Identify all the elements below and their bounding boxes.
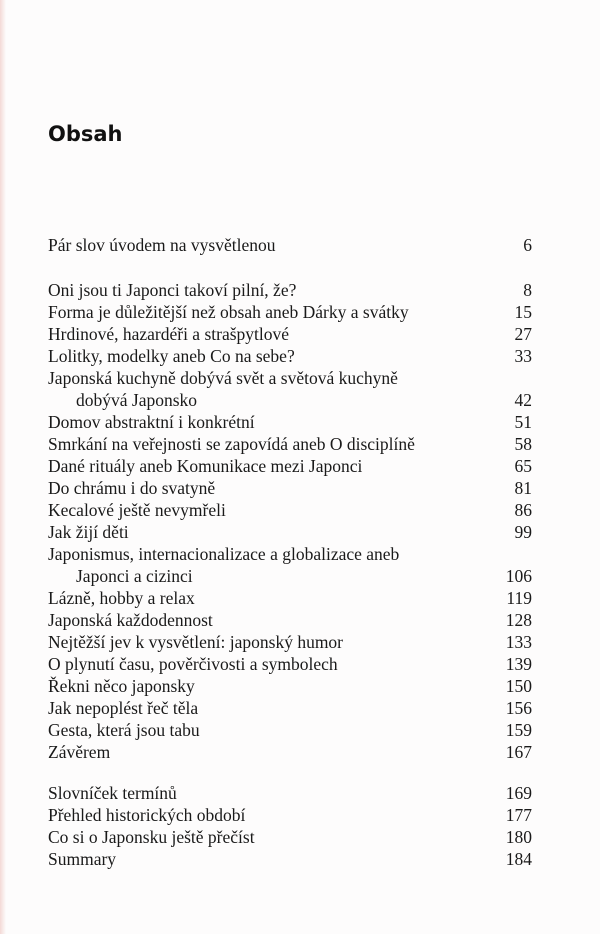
toc-entry xyxy=(48,741,532,763)
toc-entry xyxy=(48,477,532,499)
toc-entry xyxy=(48,782,532,804)
toc-entry-page: 99 xyxy=(514,522,532,542)
toc-entry xyxy=(48,499,532,521)
page-title: Obsah xyxy=(48,122,123,146)
toc-entry-title: O plynutí času, pověrčivosti a symbolech xyxy=(48,654,338,674)
toc-entry-page: 180 xyxy=(505,827,532,847)
toc-entry xyxy=(48,455,532,477)
toc-entry-title: Jak nepoplést řeč těla xyxy=(48,698,199,718)
toc-entry xyxy=(48,323,532,345)
toc-entry xyxy=(48,234,532,256)
toc-entry xyxy=(48,345,532,367)
toc-entry-title: Oni jsou ti Japonci takoví pilní, že? xyxy=(48,280,297,300)
toc-entry xyxy=(48,301,532,323)
toc-entry xyxy=(48,433,532,455)
toc-entry-title: Jak žijí děti xyxy=(48,522,129,542)
toc-entry-page: 169 xyxy=(505,783,532,803)
toc-entry-page: 58 xyxy=(514,434,532,454)
toc-entry-title: Dané rituály aneb Komunikace mezi Japonci xyxy=(48,456,363,476)
toc-entry-page: 150 xyxy=(505,676,532,696)
toc-entry-page: 106 xyxy=(505,566,532,586)
toc-entry-title-continuation: dobývá Japonsko xyxy=(76,390,198,410)
toc-entry xyxy=(48,609,532,631)
toc-entry xyxy=(48,826,532,848)
toc-entry-title: Domov abstraktní i konkrétní xyxy=(48,412,255,432)
toc-entry-title: Přehled historických období xyxy=(48,805,246,825)
toc-entry-page: 81 xyxy=(514,478,532,498)
toc-entry-title: Smrkání na veřejnosti se zapovídá aneb O disciplíně xyxy=(48,434,415,454)
toc-entry xyxy=(48,389,532,411)
toc-entry xyxy=(48,804,532,826)
toc-entry-page: 6 xyxy=(523,235,532,255)
toc-entry xyxy=(48,697,532,719)
toc-entry xyxy=(48,367,532,389)
toc-entry-page: 15 xyxy=(514,302,532,322)
toc-entry-page: 42 xyxy=(514,390,532,410)
toc-entry-title: Hrdinové, hazardéři a strašpytlové xyxy=(48,324,290,344)
toc-entry-page: 139 xyxy=(505,654,532,674)
toc-entry xyxy=(48,719,532,741)
toc-entry-title: Lolitky, modelky aneb Co na sebe? xyxy=(48,346,295,366)
toc-entry-title: Gesta, která jsou tabu xyxy=(48,720,200,740)
toc-entry-page: 51 xyxy=(514,412,532,432)
toc-group-intro xyxy=(48,234,532,256)
toc-entry-title: Závěrem xyxy=(48,742,111,762)
toc-entry-page: 177 xyxy=(505,805,532,825)
toc-entry-page: 33 xyxy=(514,346,532,366)
toc-entry xyxy=(48,653,532,675)
toc-entry-page: 133 xyxy=(505,632,532,652)
toc-entry xyxy=(48,631,532,653)
toc-entry-page: 119 xyxy=(506,588,532,608)
toc-entry-page: 156 xyxy=(505,698,532,718)
toc-entry xyxy=(48,848,532,870)
toc-entry-title: Forma je důležitější než obsah aneb Dárky a svátky xyxy=(48,302,409,322)
toc-entry-title: Japonismus, internacionalizace a globalizace aneb xyxy=(48,544,400,564)
toc-entry-title: Summary xyxy=(48,849,117,869)
toc-entry xyxy=(48,279,532,301)
toc-entry-title: Co si o Japonsku ještě přečíst xyxy=(48,827,255,847)
toc-entry-title-continuation: Japonci a cizinci xyxy=(76,566,193,586)
toc-entry xyxy=(48,675,532,697)
toc-group-chapters xyxy=(48,279,532,763)
toc-entry-page: 8 xyxy=(523,280,532,300)
toc-entry-page: 128 xyxy=(505,610,532,630)
toc-entry-title: Kecalové ještě nevymřeli xyxy=(48,500,226,520)
page-edge xyxy=(0,0,6,934)
toc-entry-title: Lázně, hobby a relax xyxy=(48,588,195,608)
toc-entry-page: 159 xyxy=(505,720,532,740)
toc-entry-page: 65 xyxy=(514,456,532,476)
toc-entry-title: Japonská každodennost xyxy=(48,610,213,630)
toc-entry-title: Do chrámu i do svatyně xyxy=(48,478,216,498)
toc-entry-title: Slovníček termínů xyxy=(48,783,177,803)
toc-entry xyxy=(48,411,532,433)
toc-entry-page: 167 xyxy=(505,742,532,762)
toc-entry xyxy=(48,587,532,609)
toc-entry-page: 184 xyxy=(505,849,532,869)
toc-entry-title: Nejtěžší jev k vysvětlení: japonský humor xyxy=(48,632,344,652)
toc-entry-title: Japonská kuchyně dobývá svět a světová kuchyně xyxy=(48,368,398,388)
toc-entry xyxy=(48,521,532,543)
toc-entry xyxy=(48,543,532,565)
toc-entry-page: 86 xyxy=(514,500,532,520)
toc-entry-title: Řekni něco japonsky xyxy=(48,676,195,696)
toc-entry-title: Pár slov úvodem na vysvětlenou xyxy=(48,235,276,255)
toc-group-appendix xyxy=(48,782,532,870)
toc-entry xyxy=(48,565,532,587)
toc-entry-page: 27 xyxy=(514,324,532,344)
